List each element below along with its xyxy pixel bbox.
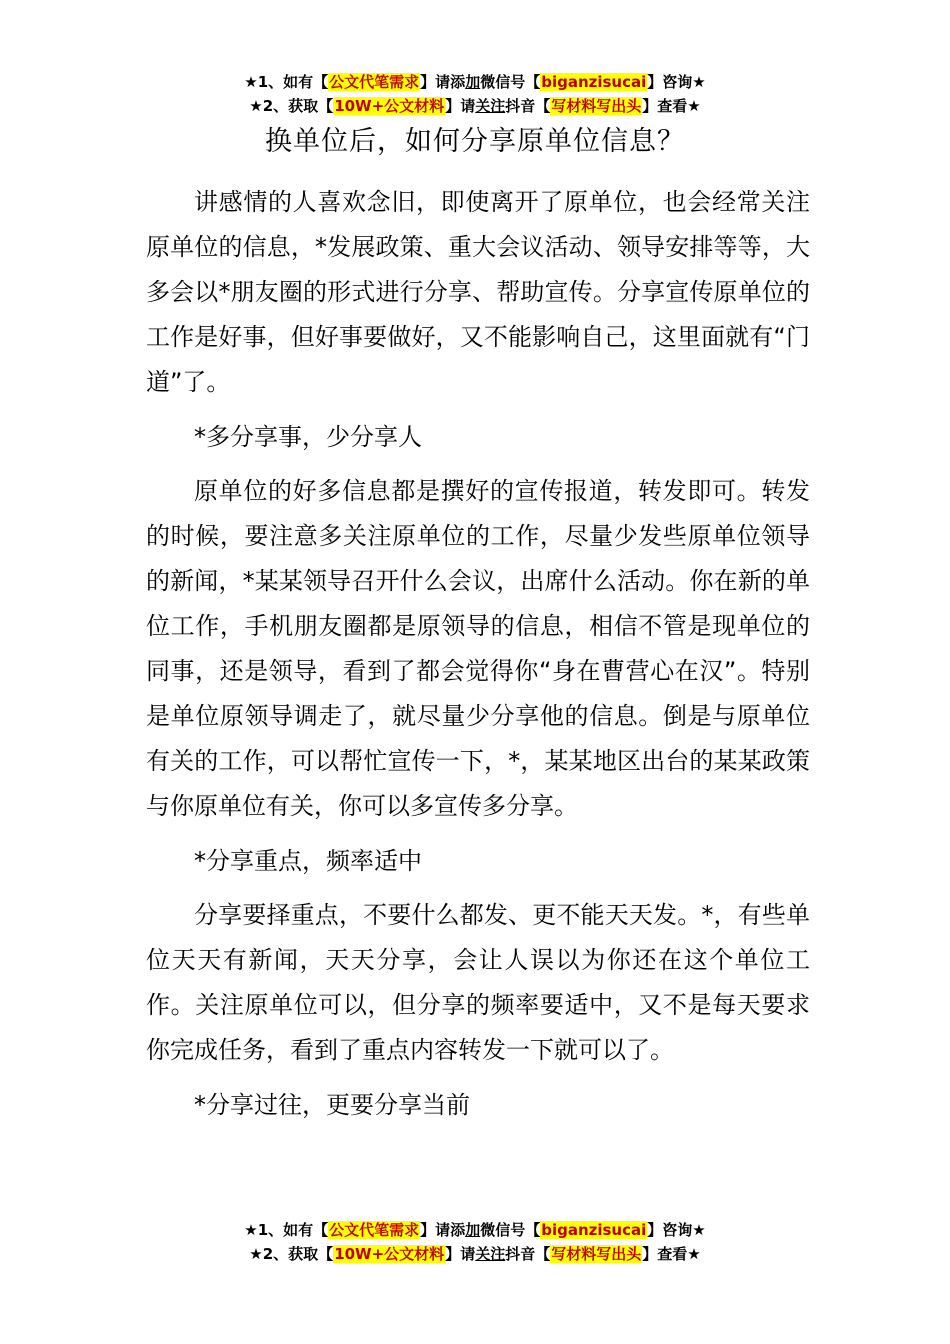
banner-text: 】请添	[420, 1221, 466, 1239]
section-heading: *多分享事，少分享人	[194, 423, 422, 451]
body-paragraph: 分享要择重点，不要什么都发、更不能天天发。*，有些单位天天有新闻，天天分享，会让人误以为你还在这个单位工作。关注原单位可以，但分享的频率要适中，又不是每天要求你完成任务，看到了重点内容转发一下就可以了。	[146, 901, 810, 1064]
footer-banner	[0, 1218, 950, 1266]
banner-text: 微信号【	[480, 73, 541, 91]
banner-text: 抖音【	[505, 97, 551, 115]
banner-line-1	[0, 70, 950, 94]
banner-text: ★2、获取【	[249, 1245, 334, 1263]
highlight-douyin-account: 写材料写出头	[551, 1245, 642, 1263]
highlight-materials: 10W+公文材料	[334, 97, 445, 115]
body-paragraph: 讲感情的人喜欢念旧，即使离开了原单位，也会经常关注原单位的信息，*发展政策、重大会议活动、领导安排等等，大多会以*朋友圈的形式进行分享、帮助宣传。分享宣传原单位的工作是好事，但好事要做好，又不能影响自己，这里面就有“门道”了。	[146, 188, 810, 396]
banner-line-2	[0, 94, 950, 118]
highlight-service: 公文代笔需求	[329, 1221, 420, 1239]
document-title: 换单位后，如何分享原单位信息？	[265, 126, 685, 157]
banner-text: 】请	[445, 97, 476, 115]
highlight-wechat-id: biganzisucai	[541, 1221, 647, 1239]
banner-underlined-text: 关注	[475, 97, 506, 115]
highlight-materials: 10W+公文材料	[334, 1245, 445, 1263]
banner-text: 】咨询★	[647, 1221, 706, 1239]
banner-underlined-text: 关注	[475, 1245, 506, 1263]
document-body	[146, 180, 810, 1137]
banner-text: 】查看★	[642, 1245, 701, 1263]
banner-underlined-text: 加	[465, 1221, 481, 1239]
banner-text: ★1、如有【	[244, 1221, 329, 1239]
banner-text: 】请添	[420, 73, 466, 91]
section-heading: *分享重点，频率适中	[194, 847, 422, 875]
banner-text: 微信号【	[480, 1221, 541, 1239]
banner-text: 抖音【	[505, 1245, 551, 1263]
banner-text: 】请	[445, 1245, 476, 1263]
banner-text: 】查看★	[642, 97, 701, 115]
highlight-wechat-id: biganzisucai	[541, 73, 647, 91]
banner-underlined-text: 加	[465, 73, 481, 91]
banner-text: ★1、如有【	[244, 73, 329, 91]
section-heading: *分享过往，更要分享当前	[194, 1091, 470, 1119]
highlight-douyin-account: 写材料写出头	[551, 97, 642, 115]
banner-line-1	[0, 1218, 950, 1242]
banner-text: 】咨询★	[647, 73, 706, 91]
banner-line-2	[0, 1242, 950, 1266]
banner-text: ★2、获取【	[249, 97, 334, 115]
header-banner	[0, 70, 950, 118]
body-paragraph: 原单位的好多信息都是撰好的宣传报道，转发即可。转发的时候，要注意多关注原单位的工作，尽量少发些原单位领导的新闻，*某某领导召开什么会议，出席什么活动。你在新的单位工作，手机朋友圈都是原领导的信息，相信不管是现单位的同事，还是领导，看到了都会觉得你“身在曹营心在汉”。特别是单位原领导调走了，就尽量少分享他的信息。倒是与原单位有关的工作，可以帮忙宣传一下，*，某某地区出台的某某政策与你原单位有关，你可以多宣传多分享。	[146, 477, 810, 820]
highlight-service: 公文代笔需求	[329, 73, 420, 91]
